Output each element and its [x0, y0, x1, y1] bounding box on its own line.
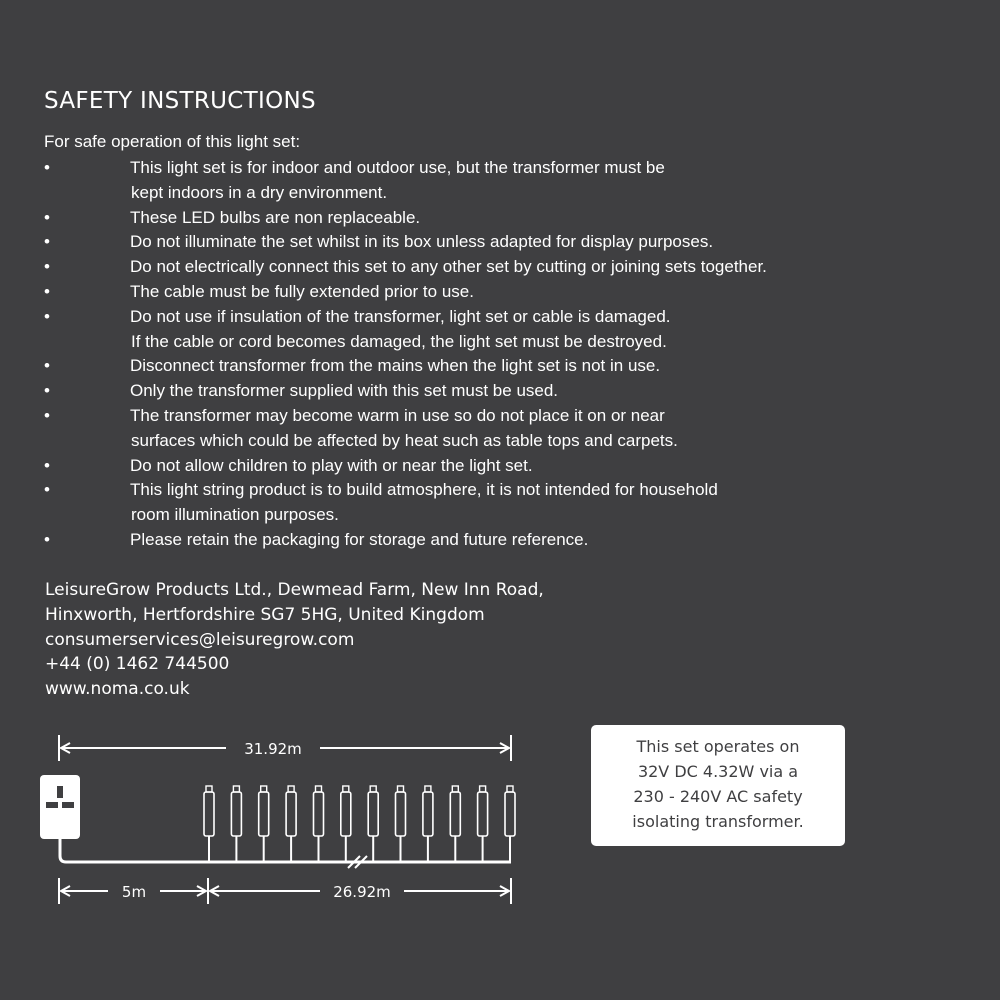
bullet-icon: •: [44, 257, 50, 277]
bulb-icon: [423, 786, 433, 862]
total-length-label: 31.92m: [244, 740, 302, 758]
plug-transformer-icon: [40, 775, 80, 839]
info-line-3: 230 - 240V AC safety: [633, 787, 803, 806]
bullet-icon: •: [44, 207, 50, 227]
list-item: • The transformer may become warm in use so do not place it on or near surfaces which could be affected by heat such as table tops and carpets.: [44, 405, 678, 450]
bulb-icon: [314, 786, 324, 862]
website-link[interactable]: www.noma.co.uk: [45, 679, 190, 700]
intro-text: For safe operation of this light set:: [44, 132, 301, 151]
email-link[interactable]: consumerservices@leisuregrow.com: [45, 629, 355, 650]
bullet-icon: •: [44, 529, 50, 549]
bulb-icon: [450, 786, 460, 862]
info-line-4: isolating transformer.: [632, 812, 804, 831]
cable-line: [60, 839, 511, 862]
bullet-icon: •: [44, 306, 50, 326]
bulb-icon: [231, 786, 241, 862]
list-item: • The cable must be fully extended prior to use.: [44, 280, 767, 305]
phone-number: +44 (0) 1462 744500: [45, 654, 230, 675]
bullet-icon: •: [44, 232, 50, 252]
info-line-1: This set operates on: [636, 737, 800, 756]
bulb-icon: [368, 786, 378, 862]
list-item: • Only the transformer supplied with this set must be used.: [44, 379, 767, 404]
bulb-icon: [478, 786, 488, 862]
list-item: • Do not electrically connect this set to any other set by cutting or joining sets together.: [44, 255, 767, 280]
list-item: • Disconnect transformer from the mains when the light set is not in use.: [44, 354, 767, 379]
list-item: • Do not use if insulation of the transformer, light set or cable is damaged. If the cable or cord becomes damaged, the light set must be destroyed.: [44, 306, 671, 351]
list-item: • Please retain the packaging for storage and future reference.: [44, 528, 767, 553]
address-line-1: LeisureGrow Products Ltd., Dewmead Farm, New Inn Road,: [45, 580, 544, 600]
list-item: • This light set is for indoor and outdoor use, but the transformer must be kept indoors in a dry environment.: [44, 158, 665, 202]
bullet-icon: •: [44, 381, 50, 401]
bullet-icon: •: [44, 158, 50, 177]
bullet-icon: •: [44, 356, 50, 376]
operating-info-box: [591, 725, 845, 846]
info-line-2: 32V DC 4.32W via a: [637, 762, 799, 781]
bullet-icon: •: [44, 281, 50, 301]
list-item: • This light string product is to build atmosphere, it is not intended for household room illumination purposes.: [44, 480, 718, 525]
bullet-icon: •: [44, 480, 50, 500]
bullet-icon: •: [44, 455, 50, 475]
bullet-icon: •: [44, 405, 50, 425]
lit-length-label: 26.92m: [333, 883, 391, 901]
list-item: • These LED bulbs are non replaceable.: [44, 206, 767, 231]
list-item: • Do not allow children to play with or near the light set.: [44, 454, 767, 479]
list-item: • Do not illuminate the set whilst in its box unless adapted for display purposes.: [44, 230, 767, 255]
bulb-icon: [259, 786, 269, 862]
page-title: SAFETY INSTRUCTIONS: [44, 88, 316, 114]
bulb-icon: [341, 786, 351, 862]
bulb-icon: [204, 786, 214, 862]
bulb-icon: [396, 786, 406, 862]
address-line-2: Hinxworth, Hertfordshire SG7 5HG, United Kingdom: [45, 604, 485, 625]
bulb-icon: [505, 786, 515, 862]
lead-length-label: 5m: [121, 883, 147, 901]
bulb-string: [204, 786, 515, 862]
bulb-icon: [286, 786, 296, 862]
